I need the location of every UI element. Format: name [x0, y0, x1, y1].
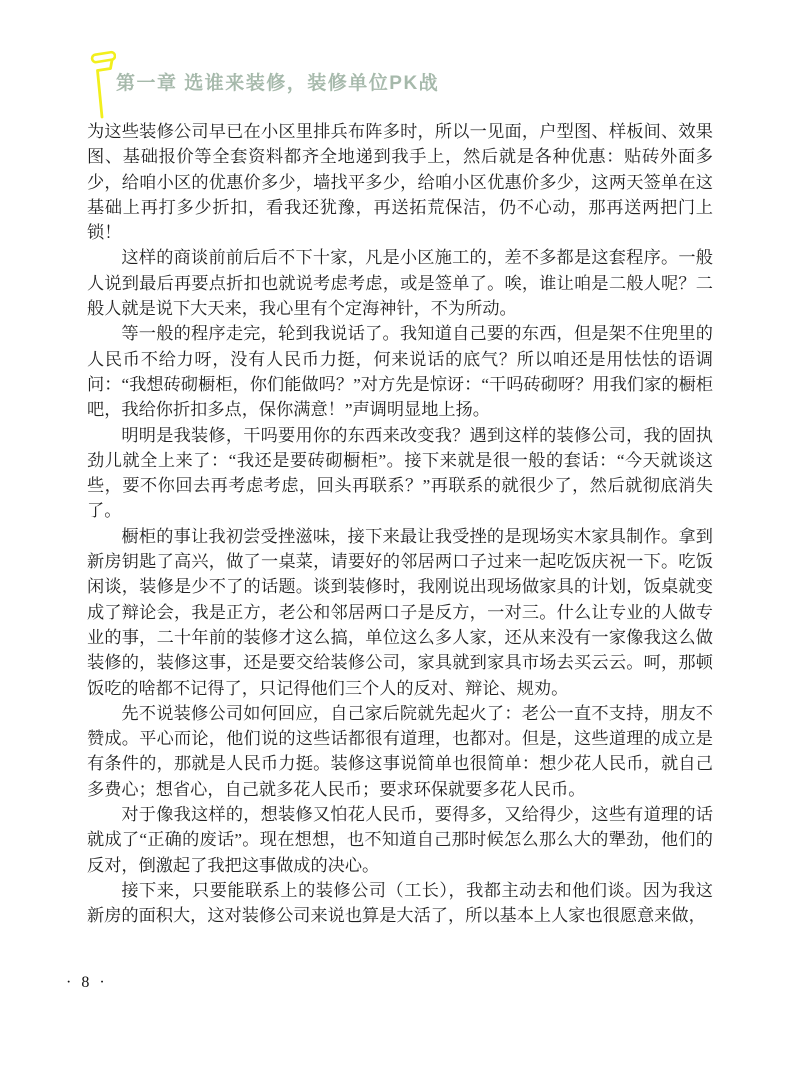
paragraph: 明明是我装修，干吗要用你的东西来改变我？遇到这样的装修公司，我的固执劲儿就全上来了：“我还是要砖砌橱柜”。接下来就是很一般的套话：“今天就谈这些，要不你回去再考虑考虑，回头再联系？”再联系的就很少了，然后就彻底消失了。 [87, 425, 713, 521]
paragraph: 为这些装修公司早已在小区里排兵布阵多时，所以一见面，户型图、样板间、效果图、基础报价等全套资料都齐全地递到我手上，然后就是各种优惠：贴砖外面多少，给咱小区的优惠价多少，墙找平多少，给咱小区优惠价多少，这两天签单在这基础上再打多少折扣，看我还犹豫，再送拓荒保洁，仍不心动，那再送两把门上锁！ [87, 122, 713, 243]
paragraph: 橱柜的事让我初尝受挫滋味，接下来最让我受挫的是现场实木家具制作。拿到新房钥匙了高兴，做了一桌菜，请要好的邻居两口子过来一起吃饭庆祝一下。吃饭闲谈，装修是少不了的话题。谈到装修时，我刚说出现场做家具的计划，饭桌就变成了辩论会，我是正方，老公和邻居两口子是反方，一对三。什么让专业的人做专业的事，二十年前的装修才这么搞，单位这么多人家，还从来没有一家像我这么做装修的，装修这事，还是要交给装修公司，家具就到家具市场去买云云。呵，那顿饭吃的啥都不记得了，只记得他们三个人的反对、辩论、规劝。 [87, 526, 713, 698]
paint-roller-icon [82, 50, 116, 127]
paragraph: 先不说装修公司如何回应，自己家后院就先起火了：老公一直不支持，朋友不赞成。平心而论，他们说的这些话都很有道理，也都对。但是，这些道理的成立是有条件的，那就是人民币力挺。装修这事说简单也很简单：想少花人民币，就自己多费心；想省心，自己就多花人民币；要求环保就要多花人民币。 [87, 703, 713, 799]
page-number: · 8 · [66, 974, 108, 991]
paragraph: 等一般的程序走完，轮到我说话了。我知道自己要的东西，但是架不住兜里的人民币不给力呀，没有人民币力挺，何来说话的底气？所以咱还是用怯怯的语调问：“我想砖砌橱柜，你们能做吗？”对方先是惊讶：“干吗砖砌呀？用我们家的橱柜吧，我给你折扣多点，保你满意！”声调明显地上扬。 [87, 324, 713, 420]
paragraph: 这样的商谈前前后后不下十家，凡是小区施工的，差不多都是这套程序。一般人说到最后再要点折扣也就说考虑考虑，或是签单了。唉，谁让咱是二般人呢？二般人就是说下大天来，我心里有个定海神针，不为所动。 [87, 248, 713, 319]
chapter-title: 第一章 选谁来装修，装修单位PK战 [116, 73, 440, 94]
body-text [87, 119, 713, 929]
paragraph: 对于像我这样的，想装修又怕花人民币，要得多，又给得少，这些有道理的话就成了“正确的废话”。现在想想，也不知道自己那时候怎么那么大的犟劲，他们的反对，倒激起了我把这事做成的决心。 [87, 805, 713, 875]
paragraph: 接下来，只要能联系上的装修公司（工长），我都主动去和他们谈。因为我这新房的面积大，这对装修公司来说也算是大活了，所以基本上人家也很愿意来做， [87, 880, 713, 926]
